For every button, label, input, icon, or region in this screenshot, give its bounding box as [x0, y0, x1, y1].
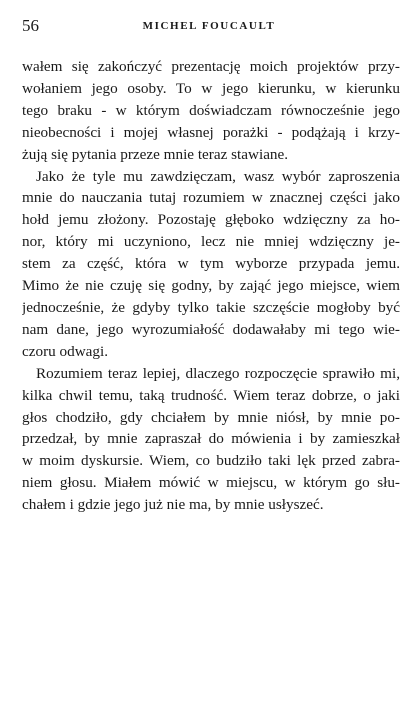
text-line: hołd jemu złożony. Pozostaję głęboko wdzięczny za ho- [22, 211, 400, 229]
page-header [22, 16, 396, 38]
paragraph-2 [22, 166, 400, 363]
paragraph-3 [22, 363, 400, 516]
page-number: 56 [22, 16, 39, 35]
text-line: żują się pytania przeze mnie teraz stawiane. [22, 145, 289, 163]
text-line: chałem i gdzie jego już nie ma, by mnie usłyszeć. [22, 496, 324, 514]
text-line: wołaniem jego osoby. To w jego kierunku, w kierunku [22, 79, 400, 97]
running-head-author: MICHEL FOUCAULT [142, 20, 276, 32]
text-line: czoru odwagi. [22, 342, 109, 360]
text-line: stem za część, która w tym wyborze przypada jemu. [22, 255, 400, 273]
text-line: przedzał, by mnie zapraszał do mówienia i by zamieszkał [22, 430, 400, 448]
text-line: nor, który mi uczyniono, lecz nie mniej wdzięczny je- [22, 233, 400, 251]
text-line: jednocześnie, że gdyby tylko takie szczęście mogłoby być [22, 298, 400, 316]
text-line: wałem się zakończyć prezentację moich projektów przy- [22, 58, 400, 75]
text-line: nam dane, jego wyrozumiałość dodawałaby mi tego wie- [22, 320, 400, 338]
text-line: mnie do nauczania tutaj rozumiem w znacznej części jako [22, 189, 400, 207]
text-line: kilka chwil temu, taką trudność. Wiem teraz dobrze, o jaki [22, 386, 400, 404]
text-line: w moim dyskursie. Wiem, co budziło taki lęk przed zabra- [22, 452, 400, 470]
text-line: głos chodziło, gdy chciałem by mnie niósł, by mnie po- [22, 408, 400, 426]
text-line: tego braku - w którym doświadczam równocześnie jego [22, 101, 400, 119]
text-line: niem głosu. Miałem mówić w miejscu, w którym go słu- [22, 474, 400, 492]
text-line: Jako że tyle mu zawdzięczam, wasz wybór zaproszenia [36, 167, 400, 185]
text-line: Mimo że nie czuję się godny, by zająć jego miejsce, wiem [22, 277, 400, 295]
text-line: nieobecności i mojej własnej porażki - podążają i krzy- [22, 123, 400, 141]
paragraph-1 [22, 56, 400, 166]
text-line: Rozumiem teraz lepiej, dlaczego rozpoczęcie sprawiło mi, [36, 364, 400, 382]
body-text [22, 56, 400, 516]
